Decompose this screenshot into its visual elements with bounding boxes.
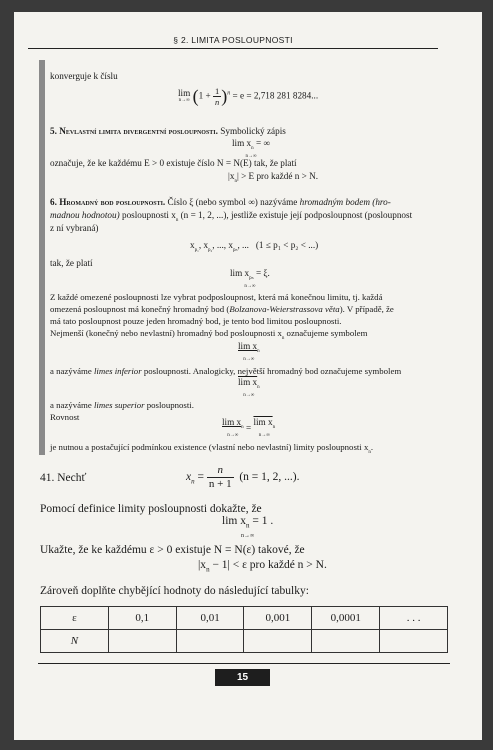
- page-number: 15: [215, 669, 270, 686]
- equality-eq: $\lim x_n$ n→∞ = $\lim x_n$ n→∞: [222, 417, 276, 438]
- item6-p7: Rovnost: [50, 412, 80, 422]
- table-cell: [108, 630, 176, 653]
- table-cell: 0,0001: [312, 607, 380, 630]
- item6-p4: Nejmenší (konečný nebo nevlastní) hromadný bod posloupnosti $x_n$ označujeme symbolem: [50, 328, 368, 341]
- item6-p8: je nutnou a postačující podmínkou existence (vlastní nebo nevlastní) limity posloupnosti $x_n$.: [50, 442, 374, 455]
- item6-p2: omezená posloupnost má konečný hromadný bod (Bolzanova-Weierstrassova věta). V případě, že: [50, 304, 394, 314]
- ex41-def: $x_n$ = $\frac{n}{n + 1}$ (n = 1, 2, ...).: [186, 464, 300, 490]
- ex41-lim: $\lim x_n = 1$ . n→∞: [222, 515, 274, 540]
- item6-line2: madnou hodnotou) posloupnosti $x_n$ (n = 1, 2, ...), jestliže existuje její podposloupnost (posloupnost: [50, 210, 413, 223]
- item5-line2: označuje, že ke každému E > 0 existuje číslo N = N(E) tak, že platí: [50, 158, 297, 168]
- ex41-line2: Pomocí definice limity posloupnosti dokažte, že: [40, 503, 262, 515]
- table-row: [41, 630, 448, 653]
- table-cell: 0,001: [244, 607, 312, 630]
- ex41-label: 41. Nechť: [40, 472, 87, 484]
- item6-p5: a nazýváme limes inferior posloupnosti. Analogicky, největší hromadný bod označujeme symbolem: [50, 366, 402, 376]
- table-cell: [380, 630, 448, 653]
- limsup-eq: $\lim x_n$ n→∞: [238, 377, 260, 398]
- table-cell: . . .: [380, 607, 448, 630]
- item6-p6: a nazýváme limes superior posloupnosti.: [50, 400, 194, 410]
- item6-seq: $x_{p_1}$, $x_{p_2}$, ..., $x_{p_n}$, ... (1 ≤ p₁ < p₂ < ...): [190, 240, 319, 253]
- ex41-line3: Ukažte, že ke každému ε > 0 existuje N = N(ε) takové, že: [40, 544, 305, 556]
- item6-line1: 6. Hromadný bod posloupnosti. Číslo ξ (nebo symbol ∞) nazýváme hromadným bodem (hro-: [50, 197, 391, 207]
- footer-rule: [38, 663, 450, 664]
- liminf-eq: $\lim x_n$ n→∞: [238, 341, 260, 362]
- item6-p1: Z každé omezené posloupnosti lze vybrat podposloupnost, která má konečnou limitu, tj. každá: [50, 292, 383, 302]
- item6-line4: tak, že platí: [50, 258, 93, 268]
- table-cell: [176, 630, 244, 653]
- table-cell: 0,01: [176, 607, 244, 630]
- ex41-line5: Zároveň doplňte chybějící hodnoty do následující tabulky:: [40, 585, 309, 597]
- item5-line1: 5. Nevlastní limita divergentní posloupnosti. Symbolický zápis: [50, 126, 286, 136]
- eq-e: lim n→∞ (1 + $\frac{1}{n}$ )$^n$ = e = 2,718 281 8284...: [178, 86, 319, 107]
- text-converges: konverguje k číslu: [50, 71, 118, 81]
- item5-eq: $\lim x_n$ = ∞ n→∞: [232, 138, 270, 159]
- table-cell: ε: [41, 607, 109, 630]
- table-cell: 0,1: [108, 607, 176, 630]
- item6-p3: má tato posloupnost pouze jeden hromadný bod, je tento bod limitou posloupnosti.: [50, 316, 342, 326]
- item6-lim: $\lim x_{p_n} = \xi$. n→∞: [230, 268, 270, 289]
- lim-operator: lim n→∞: [178, 87, 191, 103]
- values-table: [40, 606, 448, 653]
- ex41-line4: $|x_n - 1| < \varepsilon$ pro každé n > N.: [198, 559, 327, 574]
- table-row: [41, 607, 448, 630]
- header-rule: [28, 48, 438, 49]
- item5-line3: $|x_n| > E$ pro každé n > N.: [228, 171, 319, 184]
- sidebar-bar: [39, 60, 45, 455]
- item6-line3: z ní vybraná): [50, 223, 99, 233]
- table-cell: [244, 630, 312, 653]
- table-cell: [312, 630, 380, 653]
- table-cell: N: [41, 630, 109, 653]
- page-header: § 2. LIMITA POSLOUPNOSTI: [173, 35, 293, 45]
